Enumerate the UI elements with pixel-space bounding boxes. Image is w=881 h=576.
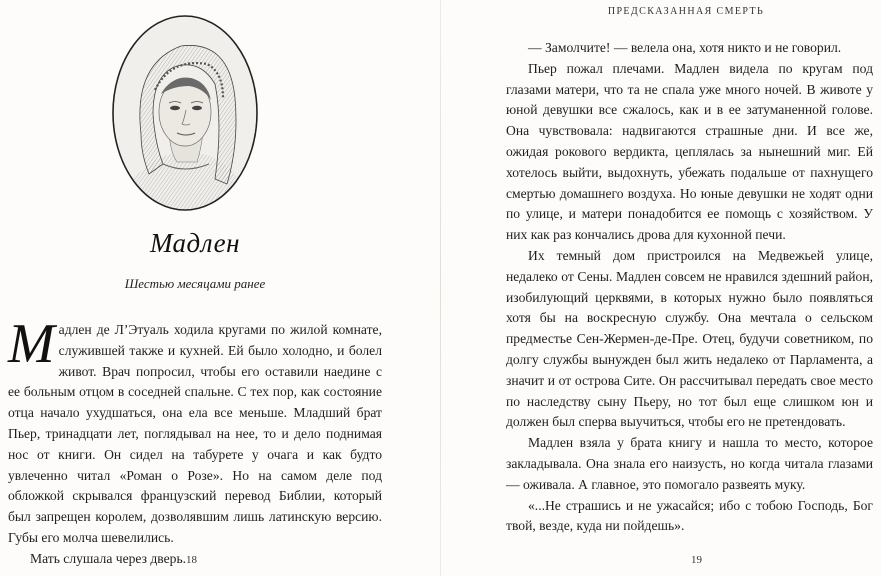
paragraph: — Замолчите! — велела она, хотя никто и не говорил. [528,40,842,55]
paragraph: Пьер пожал плечами. Мадлен видела по кругам под глазами матери, что та не спала уже много ночей. В животе у юной девушки все сжалось, как и в ее затуманенной голове. Она чувствовала: надвигаются страшные дни. И все же, ожидая рокового вердикта, цеплялась за нынешний миг. Ей хотелось выйти, выдохнуть, убежать подальше от пахнущего смертью домашнего воздуха. Но юные девушки не ходят одни по улице, и матери понадобится ее помощь с хозяйством. У них как раз кончались дрова для кухонной печи. [506,60,873,243]
portrait-medallion [111,14,259,212]
left-body-text [8,313,382,570]
right-page [441,0,881,576]
paragraph-text: адлен де Л’Этуаль ходила кругами по жилой комнате, служившей также и кухней. Ей было холодно, и болел живот. Врач попросил, чтобы его оставили наедине с ее больным отцом в соседней спальне. С тех пор, как состояние отца начало ухудшаться, она ела все меньше. Младший брат Пьер, тринадцати лет, поглядывал на нее, то и дело поднимая нос от книги. Он сидел на табурете у очага и как будто увлеченно читал «Роман о Розе». Но на самом деле под обложкой скрывался французский перевод Библии, который был запрещен королем, дозволявшим лишь латинскую версию. Губы его молча шевелились. [8,322,382,545]
left-page [0,0,440,576]
paragraph: Мать слушала через дверь. [30,550,187,566]
drop-cap: М [8,313,55,375]
woman-portrait-icon [111,14,259,212]
page-number-left: 18 [186,554,197,566]
running-head: ПРЕДСКАЗАННАЯ СМЕРТЬ [607,6,765,17]
paragraph [8,313,382,549]
right-body-text [506,38,873,537]
paragraph: Мадлен взяла у брата книгу и нашла то место, которое закладывала. Она знала его наизусть, но когда читала глазами — оживала. А главное, это помогало развеять муку. [506,435,873,492]
chapter-title: Мадлен [149,228,241,258]
chapter-subtitle: Шестью месяцами ранее [124,276,266,291]
paragraph: Их темный дом пристроился на Медвежьей улице, недалеко от Сены. Мадлен совсем не нравился здешний район, изобилующий церквями, в которых нужно было появляться хотя бы на воскресную службу. Она мечтала о сельском предместье Сен-Жермен-де-Пре. Отец, будучи советником, по долгу службы вынужден был жить недалеко от Парламента, а значит и от острова Сите. Он рассчитывал передать свое место по наследству сыну Пьеру, но тот был еще слишком юн и должен был сперва выучиться, чтобы его не претендовать. [506,247,873,430]
page-number-right: 19 [691,554,702,566]
paragraph: «...Не страшись и не ужасайся; ибо с тобою Господь, Бог твой, везде, куда ни пойдешь». [506,497,873,534]
